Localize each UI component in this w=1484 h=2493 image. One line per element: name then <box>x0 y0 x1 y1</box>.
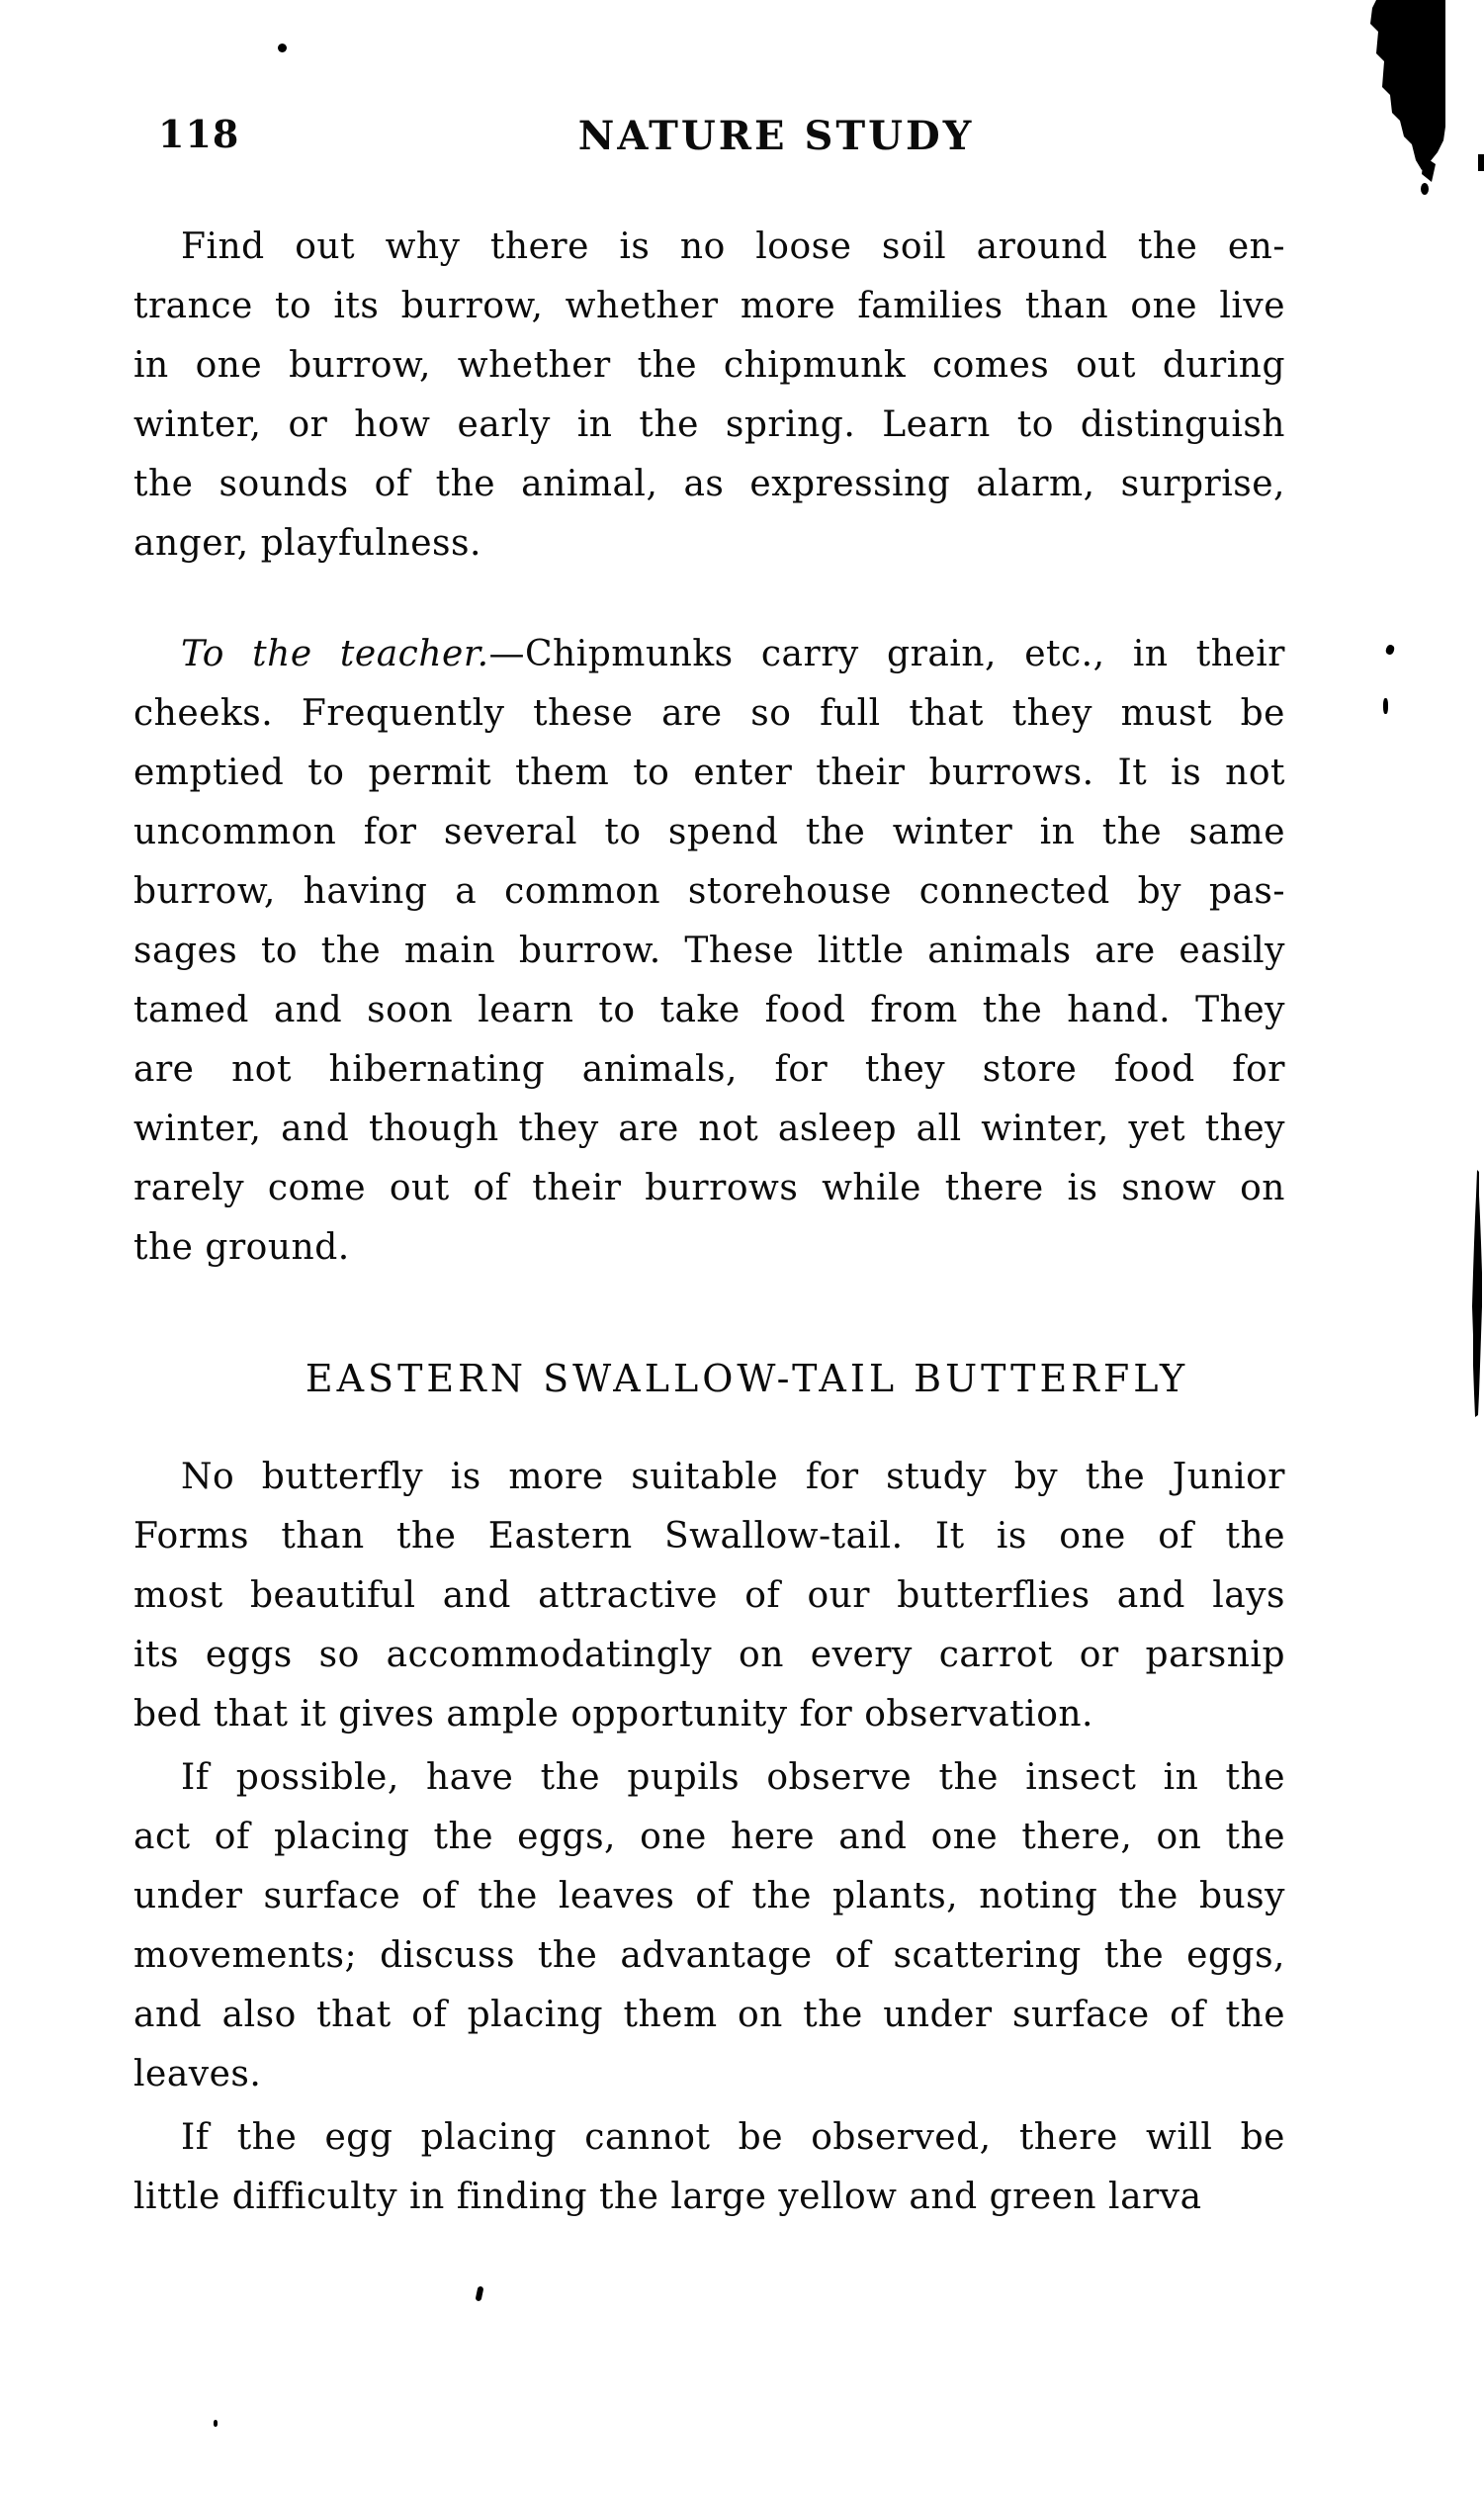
text-line: burrow, having a common storehouse connected by pas- <box>133 871 1285 912</box>
text-line: the sounds of the animal, as expressing alarm, surprise, <box>133 464 1285 504</box>
paragraph-egg-placing <box>133 1748 1285 2104</box>
section-heading-text: EASTERN SWALLOW-TAIL BUTTERFLY <box>305 1357 1189 1400</box>
text-line: rarely come out of their burrows while there is snow on <box>133 1168 1285 1208</box>
text-line <box>133 625 1285 684</box>
text-line: bed that it gives ample opportunity for observation. <box>133 1694 1093 1735</box>
paragraph-chipmunk-questions <box>133 218 1285 574</box>
scan-speck <box>214 2420 218 2427</box>
text-line: are not hibernating animals, for they store food for <box>133 1049 1285 1090</box>
text-line: and also that of placing them on the under surface of the <box>133 1995 1285 2035</box>
scan-apostrophe-mark <box>476 2286 484 2302</box>
ink-blob <box>1362 0 1461 198</box>
text-line: Forms than the Eastern Swallow-tail. It is one of the <box>133 1516 1285 1557</box>
text-line: If possible, have the pupils observe the insect in the <box>181 1757 1285 1798</box>
text-line: anger, playfulness. <box>133 523 481 564</box>
text-line: leaves. <box>133 2054 262 2094</box>
text-line: No butterfly is more suitable for study by the Junior <box>181 1457 1285 1497</box>
text-line: under surface of the leaves of the plants, noting the busy <box>133 1876 1285 1916</box>
page-number: 118 <box>158 112 240 156</box>
text-line: emptied to permit them to enter their burrows. It is not <box>133 753 1285 793</box>
text-line: Find out why there is no loose soil around the en- <box>181 226 1285 267</box>
teacher-note-rest: —Chipmunks carry grain, etc., in their <box>488 634 1285 674</box>
text-line: cheeks. Frequently these are so full that they must be <box>133 693 1285 734</box>
section-heading <box>133 1357 1285 1400</box>
text-line: little difficulty in finding the large yellow and green larva <box>133 2177 1202 2217</box>
scan-speck <box>278 44 287 52</box>
text-line: sages to the main burrow. These little animals are easily <box>133 931 1285 971</box>
text-line: most beautiful and attractive of our butterflies and lays <box>133 1575 1285 1616</box>
scan-artifact-line <box>1470 1170 1484 1419</box>
text-line: trance to its burrow, whether more families than one live <box>133 286 1285 326</box>
running-header: NATURE STUDY <box>577 113 975 159</box>
paragraph-to-the-teacher <box>133 625 1285 1278</box>
paragraph-swallowtail-intro <box>133 1448 1285 1744</box>
scan-speck <box>1383 698 1388 714</box>
scan-speck <box>1385 644 1396 656</box>
scan-edge-speck <box>1478 154 1484 171</box>
teacher-note-lead: To the teacher. <box>181 634 489 674</box>
text-line: uncommon for several to spend the winter in the same <box>133 812 1285 852</box>
text-line: act of placing the eggs, one here and one there, on the <box>133 1817 1285 1857</box>
text-line: tamed and soon learn to take food from the hand. They <box>133 990 1285 1030</box>
text-line: winter, or how early in the spring. Learn to distinguish <box>133 404 1285 445</box>
text-line: its eggs so accommodatingly on every carrot or parsnip <box>133 1635 1285 1675</box>
text-line: in one burrow, whether the chipmunk comes out during <box>133 345 1285 386</box>
text-line: winter, and though they are not asleep all winter, yet they <box>133 1109 1285 1149</box>
text-line: the ground. <box>133 1227 350 1268</box>
text-line: If the egg placing cannot be observed, there will be <box>181 2117 1285 2158</box>
text-line: movements; discuss the advantage of scattering the eggs, <box>133 1935 1285 1976</box>
paragraph-larva <box>133 2108 1285 2227</box>
